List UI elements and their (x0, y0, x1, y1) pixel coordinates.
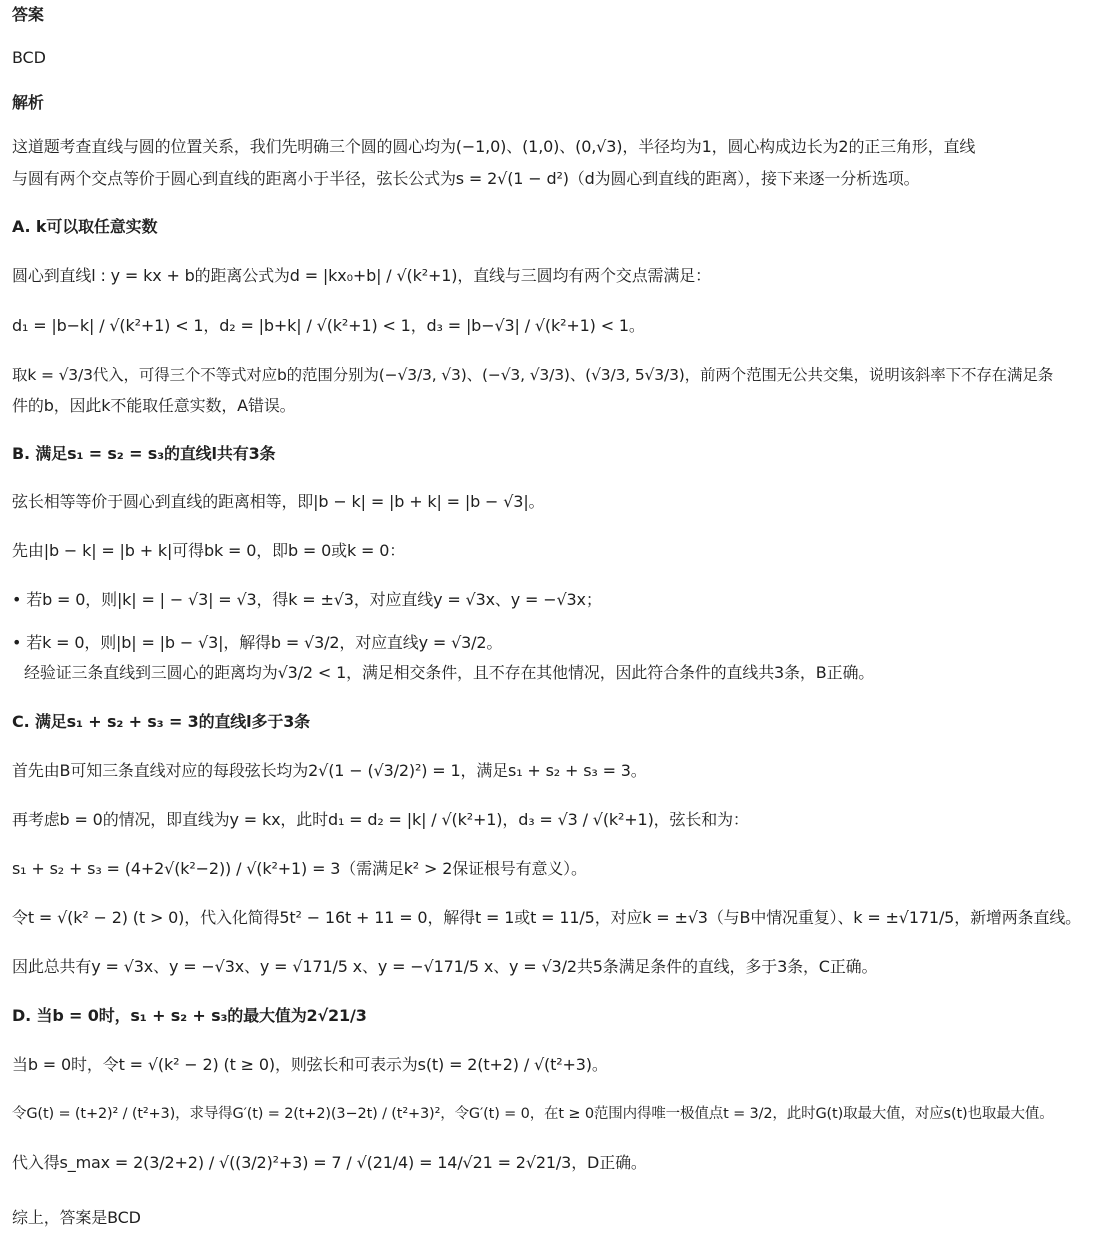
section-b-line-1: 弦长相等等价于圆心到直线的距离相等，即|b − k| = |b + k| = |b − √3|。 (12, 492, 545, 511)
section-a-line-1: 圆心到直线l : y = kx + b的距离公式为d = |kx₀+b| / √(k²+1)，直线与三圆均有两个交点需满足： (12, 266, 711, 285)
section-c-line-5: 因此总共有y = √3x、y = −√3x、y = √171/5 x、y = −√171/5 x、y = √3/2共5条满足条件的直线，多于3条，C正确。 (12, 957, 878, 976)
answer-value: BCD (12, 48, 46, 67)
section-b-bullet-2: • 若k = 0，则|b| = |b − √3|，解得b = √3/2，对应直线y = √3/2。 (12, 633, 503, 652)
section-d-title: D. 当b = 0时，s₁ + s₂ + s₃的最大值为2√21/3 (12, 1006, 367, 1025)
analysis-heading: 解析 (12, 93, 44, 112)
section-c-line-3: s₁ + s₂ + s₃ = (4+2√(k²−2)) / √(k²+1) = 3（需满足k² > 2保证根号有意义）。 (12, 859, 587, 878)
section-b-line-verify: 经验证三条直线到三圆心的距离均为√3/2 < 1，满足相交条件，且不存在其他情况，因此符合条件的直线共3条，B正确。 (24, 663, 875, 682)
section-c-line-2: 再考虑b = 0的情况，即直线为y = kx，此时d₁ = d₂ = |k| / √(k²+1)，d₃ = √3 / √(k²+1)，弦长和为： (12, 810, 749, 829)
section-d-line-3: 代入得s_max = 2(3/2+2) / √((3/2)²+3) = 7 / √(21/4) = 14/√21 = 2√21/3，D正确。 (12, 1153, 647, 1172)
section-d-line-2: 令G(t) = (t+2)² / (t²+3)，求导得G′(t) = 2(t+2)(3−2t) / (t²+3)²，令G′(t) = 0，在t ≥ 0范围内得唯一极值点t = 3/2，此时G(t)取最大值，对应s(t)也取最大值。 (12, 1106, 1054, 1122)
section-d-line-1: 当b = 0时，令t = √(k² − 2) (t ≥ 0)，则弦长和可表示为s(t) = 2(t+2) / √(t²+3)。 (12, 1055, 608, 1074)
section-b-bullet-1: • 若b = 0，则|k| = | − √3| = √3，得k = ±√3，对应直线y = √3x、y = −√3x； (12, 590, 602, 609)
section-a-line-4: 件的b，因此k不能取任意实数，A错误。 (12, 396, 296, 415)
section-c-title: C. 满足s₁ + s₂ + s₃ = 3的直线l多于3条 (12, 712, 311, 731)
intro-line-1: 这道题考查直线与圆的位置关系，我们先明确三个圆的圆心均为(−1,0)、(1,0)、(0,√3)，半径均为1，圆心构成边长为2的正三角形，直线 (12, 137, 976, 156)
intro-line-2: 与圆有两个交点等价于圆心到直线的距离小于半径，弦长公式为s = 2√(1 − d²)（d为圆心到直线的距离），接下来逐一分析选项。 (12, 169, 920, 188)
section-a-line-2: d₁ = |b−k| / √(k²+1) < 1，d₂ = |b+k| / √(k²+1) < 1，d₃ = |b−√3| / √(k²+1) < 1。 (12, 316, 645, 335)
section-a-line-3: 取k = √3/3代入，可得三个不等式对应b的范围分别为(−√3/3, √3)、(−√3, √3/3)、(√3/3, 5√3/3)，前两个范围无公共交集，说明该斜率下不存在满足条 (12, 366, 1054, 384)
section-b-title: B. 满足s₁ = s₂ = s₃的直线l共有3条 (12, 444, 276, 463)
answer-heading: 答案 (12, 5, 44, 24)
conclusion: 综上，答案是BCD (12, 1208, 141, 1227)
section-b-line-2: 先由|b − k| = |b + k|可得bk = 0，即b = 0或k = 0： (12, 541, 406, 560)
section-c-line-1: 首先由B可知三条直线对应的每段弦长均为2√(1 − (√3/2)²) = 1，满足s₁ + s₂ + s₃ = 3。 (12, 761, 647, 780)
section-c-line-4: 令t = √(k² − 2) (t > 0)，代入化简得5t² − 16t + 11 = 0，解得t = 1或t = 11/5，对应k = ±√3（与B中情况重复）、k = ±√171/5，新增两条直线。 (12, 908, 1082, 927)
section-a-title: A. k可以取任意实数 (12, 217, 158, 236)
